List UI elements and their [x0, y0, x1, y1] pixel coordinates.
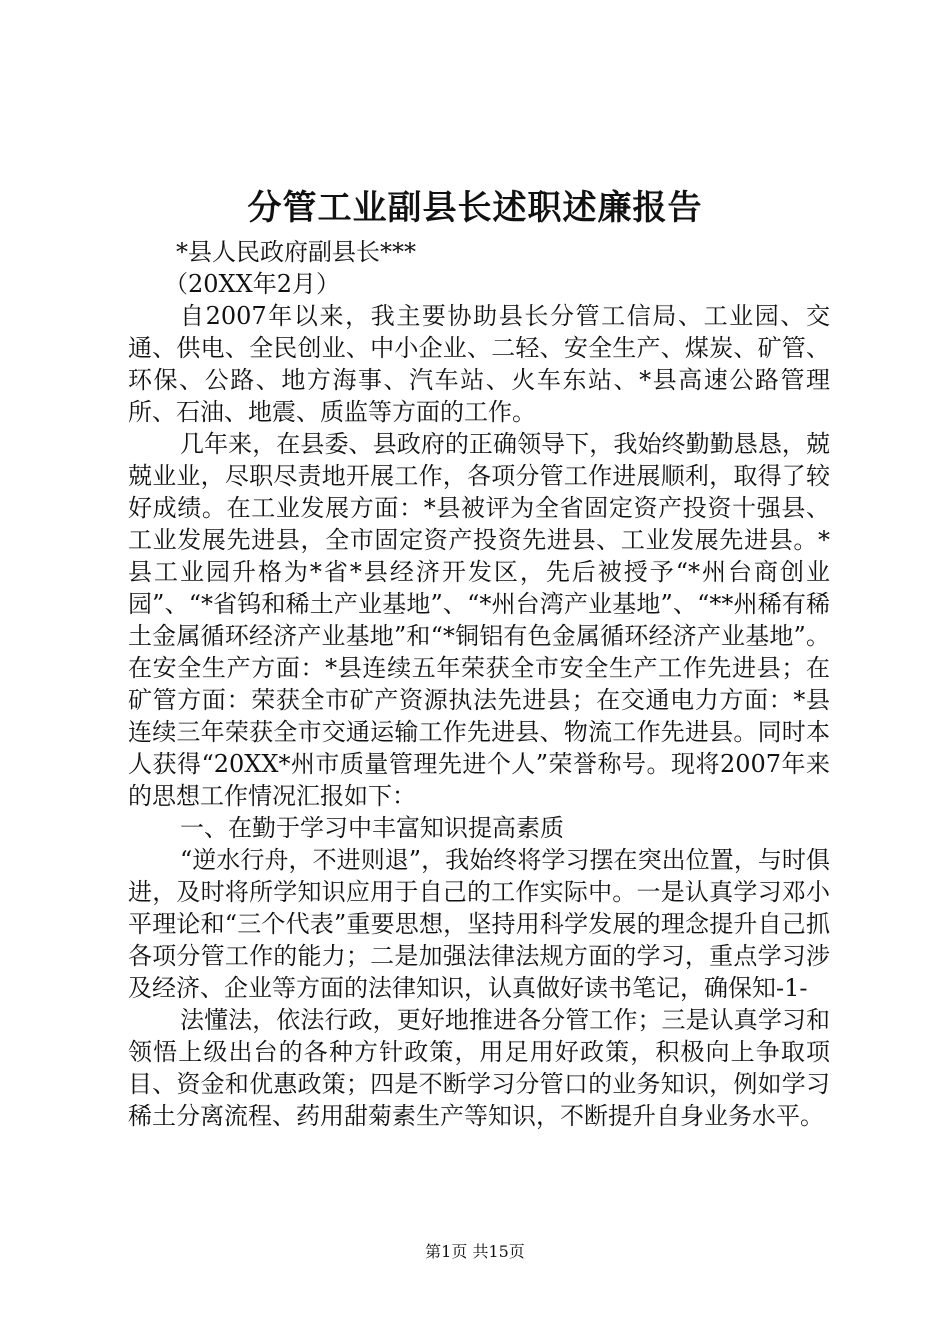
document-title: 分管工业副县长述职述廉报告: [247, 188, 703, 228]
date-line: （20XX年2月）: [164, 270, 340, 298]
author-line: *县人民政府副县长***: [176, 238, 416, 266]
paragraph-law: 法懂法，依法行政，更好地推进各分管工作；三是认真学习和领悟上级出台的各种方针政策，用足用好政策，积极向上争取项目、资金和优惠政策；四是不断学习分管口的业务知识，例如学习稀土分离流程、药用甜菊素生产等知识，不断提升自身业务水平。: [128, 1006, 830, 1130]
section-heading-study: 一、在勤于学习中丰富知识提高素质: [180, 814, 564, 842]
paragraph-study: “逆水行舟，不进则退”，我始终将学习摆在突出位置，与时俱进，及时将所学知识应用于自己的工作实际中。一是认真学习邓小平理论和“三个代表”重要思想，坚持用科学发展的理念提升自己抓各项分管工作的能力；二是加强法律法规方面的学习，重点学习涉及经济、企业等方面的法律知识，认真做好读书笔记，确保知-1-: [128, 846, 830, 1002]
paragraph-achievements: 几年来，在县委、县政府的正确领导下，我始终勤勤恳恳，兢兢业业，尽职尽责地开展工作，各项分管工作进展顺利，取得了较好成绩。在工业发展方面：*县被评为全省固定资产投资十强县、工业发展先进县，全市固定资产投资先进县、工业发展先进县。*县工业园升格为*省*县经济开发区，先后被授予“*州台商创业园”、“*省钨和稀土产业基地”、“*州台湾产业基地”、“**州稀有稀土金属循环经济产业基地”和“*铜铝有色金属循环经济产业基地”。在安全生产方面：*县连续五年荣获全市安全生产工作先进县；在矿管方面：荣获全市矿产资源执法先进县；在交通电力方面：*县连续三年荣获全市交通运输工作先进县、物流工作先进县。同时本人获得“20XX*州市质量管理先进个人”荣誉称号。现将2007年来的思想工作情况汇报如下：: [128, 430, 830, 810]
paragraph-scope: 自2007年以来，我主要协助县长分管工信局、工业园、交通、供电、全民创业、中小企业、二轻、安全生产、煤炭、矿管、环保、公路、地方海事、汽车站、火车东站、*县高速公路管理所、石油、地震、质监等方面的工作。: [128, 302, 830, 426]
document-body: [128, 236, 830, 1132]
page-footer: 第1页 共15页: [425, 1242, 525, 1261]
